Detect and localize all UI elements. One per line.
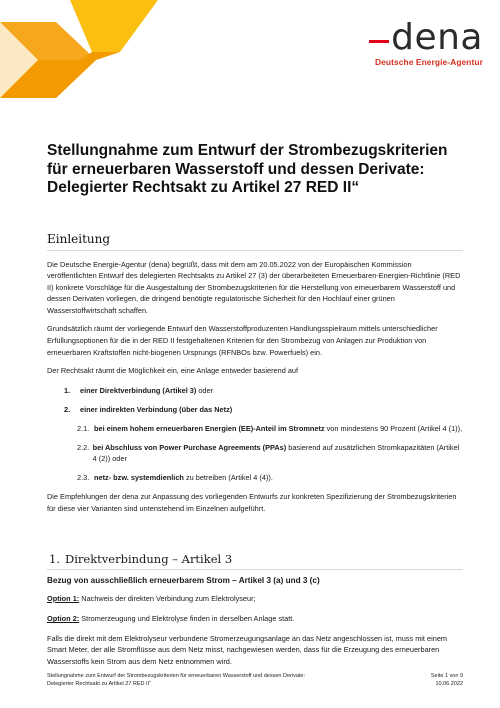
dena-logo <box>374 17 483 67</box>
paragraph-4: Die Empfehlungen der dena zur Anpassung des vorliegenden Entwurfs zur konkreten Spezifizierung der Strombezugskriterien für diese vier Varianten sind untenstehend im Einzelnen aufgeführt. <box>47 492 457 513</box>
document-body <box>47 142 463 668</box>
section-title: Direktverbindung – Artikel 3 <box>65 551 233 566</box>
option-label: Option 1: <box>47 593 80 603</box>
option-text: Nachweis der direkten Verbindung zum Elektrolyseur; <box>79 593 256 603</box>
footer-date: 10.06.2022 <box>435 680 463 687</box>
list-text: einer Direktverbindung (Artikel 3) <box>80 385 197 395</box>
sublist-item <box>47 423 463 435</box>
paragraph-5: Falls die direkt mit dem Elektrolyseur verbundene Stromerzeugungsanlage an das Netz angeschlossen ist, muss mit einem Smart Meter, der alle Stromflüsse aus dem Netz misst, nachgewiesen werden, dass für die Erzeugung des erneuerbaren Wasserstoffs kein Strom aus dem Netz entnommen wird. <box>47 633 448 666</box>
footer-page-info <box>431 673 463 688</box>
sublist-text: zu betreiben (Artikel 4 (4)). <box>183 472 273 482</box>
logo-subtitle: Deutsche Energie-Agentur <box>374 57 483 67</box>
sublist-number: 2.2. <box>77 442 90 452</box>
paragraph-1: Die Deutsche Energie-Agentur (dena) begrüßt, dass mit dem am 20.05.2022 von der Europäischen Kommission veröffentlichten Entwurf des delegierten Rechtsakts zu Artikel 27 (3) der überarbeiteten Erneuerbaren-Energien-Richtlinie (RED II) konkrete Vorschläge für die Ausgestaltung der Strombezugskriterien für die Herstellung von erneuerbarem Wasserstoff und dessen Derivaten vorliegen, die dringend benötigte regulatorische Sicherheit für den Hochlauf einer grünen Wasserstoffwirtschaft schaffen. <box>47 259 461 315</box>
sublist-item <box>47 472 463 484</box>
list-item <box>47 385 463 397</box>
footer-document-title: Stellungnahme zum Entwurf der Strombezugskriterien für erneuerbaren Wasserstoff und dessen Derivate: Delegierter Rechtsakt zu Artikel 27 RED II“ <box>47 673 306 687</box>
list-item <box>47 404 463 416</box>
section-heading <box>47 552 463 566</box>
list-number: 2. <box>64 405 71 415</box>
option-text: Stromerzeugung und Elektrolyse finden in derselben Anlage statt. <box>79 614 295 624</box>
logo-red-bar <box>369 40 389 43</box>
sublist-item <box>47 442 463 465</box>
list-number: 1. <box>64 385 71 395</box>
document-title: Stellungnahme zum Entwurf der Strombezugskriterien für erneuerbaren Wasserstoff und dessen Derivate: Delegierter Rechtsakt zu Artikel 27 RED II“ <box>47 142 448 196</box>
logo-word: dena <box>391 17 483 58</box>
paragraph-2: Grundsätzlich räumt der vorliegende Entwurf den Wasserstoffproduzenten Handlungsspielraum mittels unterschiedlicher Erfüllungsoptionen für die in der RED II festgehaltenen Kriterien für den Strombezug von Anlagen zur Produktion von erneuerbaren Kraftstoffen nicht-biogenen Ursprungs (RFNBOs bzw. Powerfuels) ein. <box>47 324 438 357</box>
list-text: einer indirekten Verbindung (über das Netz) <box>80 405 233 415</box>
sublist-text: basierend auf zusätzlichen Stromkapazitäten (Artikel 4 (2)) oder <box>92 442 460 464</box>
section-divider <box>47 569 463 570</box>
list-suffix: oder <box>196 385 214 395</box>
sublist-bold: bei einem hohem erneuerbaren Energien (EE)-Anteil im Stromnetz <box>94 424 325 434</box>
paragraph-3: Der Rechtsakt räumt die Möglichkeit ein, eine Anlage entweder basierend auf <box>47 366 299 376</box>
section-number: 1. <box>49 551 60 566</box>
sublist-number: 2.1. <box>77 424 90 434</box>
sublist-number: 2.3. <box>77 472 90 482</box>
intro-heading: Einleitung <box>47 231 111 246</box>
chevron-graphic <box>0 0 160 120</box>
option-2 <box>47 613 463 625</box>
subsection-heading: Bezug von ausschließlich erneuerbarem Strom – Artikel 3 (a) und 3 (c) <box>47 575 320 585</box>
page-number: Seite 1 von 9 <box>430 673 463 679</box>
sublist-bold: bei Abschluss von Power Purchase Agreements (PPAs) <box>92 442 287 452</box>
sublist-text: von mindestens 90 Prozent (Artikel 4 (1)), <box>324 424 463 434</box>
option-1 <box>47 593 463 605</box>
heading-divider <box>47 250 463 251</box>
option-label: Option 2: <box>47 614 80 624</box>
sublist-bold: netz- bzw. systemdienlich <box>94 472 184 482</box>
